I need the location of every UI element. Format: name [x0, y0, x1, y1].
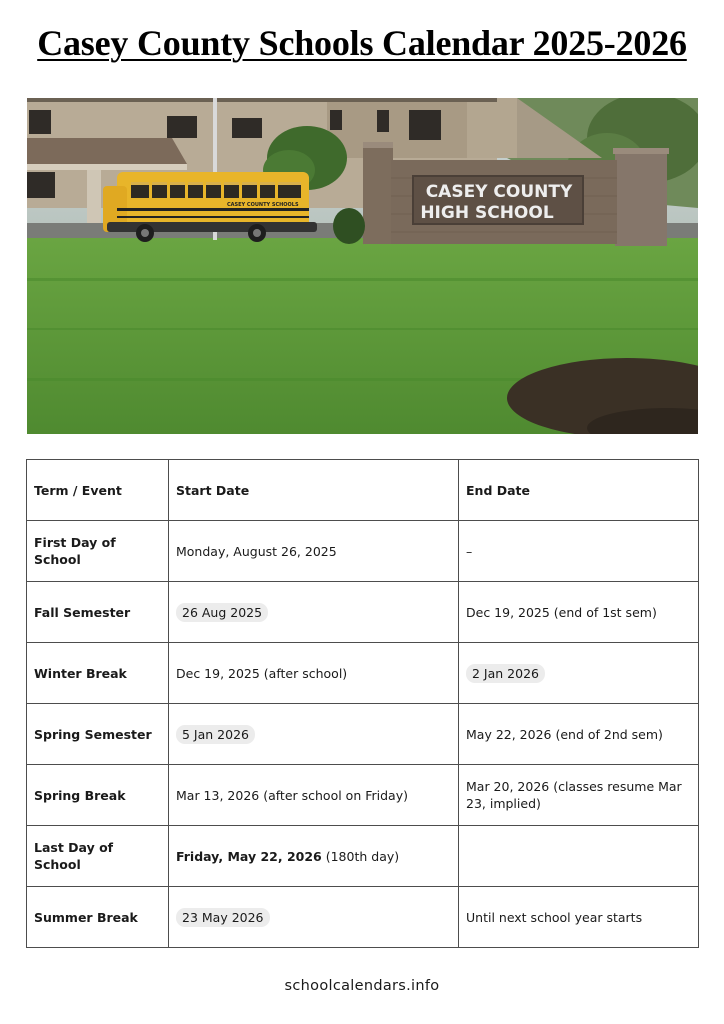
date-chip: 5 Jan 2026 — [176, 725, 255, 744]
end-date: – — [459, 521, 699, 582]
end-date: Until next school year starts — [459, 887, 699, 948]
end-date: May 22, 2026 (end of 2nd sem) — [459, 704, 699, 765]
school-photo — [27, 98, 698, 434]
sign-text-line1: CASEY COUNTY — [425, 182, 573, 202]
event-name: First Day of School — [27, 521, 169, 582]
start-date-note: (180th day) — [321, 848, 400, 864]
start-date: Monday, August 26, 2025 — [169, 521, 459, 582]
start-date-cell — [169, 704, 459, 765]
event-name: Last Day of School — [27, 826, 169, 887]
start-date: Mar 13, 2026 (after school on Friday) — [169, 765, 459, 826]
header-start-date: Start Date — [169, 460, 459, 521]
end-date — [459, 826, 699, 887]
date-chip: 23 May 2026 — [176, 908, 270, 927]
table-row — [27, 765, 699, 826]
event-name: Spring Semester — [27, 704, 169, 765]
header-end-date: End Date — [459, 460, 699, 521]
start-date-cell — [169, 826, 459, 887]
end-date-cell — [459, 643, 699, 704]
event-name: Summer Break — [27, 887, 169, 948]
date-chip: 2 Jan 2026 — [466, 664, 545, 683]
start-date-bold: Friday, May 22, 2026 — [176, 848, 322, 864]
event-name: Spring Break — [27, 765, 169, 826]
page-title: Casey County Schools Calendar 2025-2026 — [37, 23, 687, 63]
table-row — [27, 643, 699, 704]
start-date: Dec 19, 2025 (after school) — [169, 643, 459, 704]
table-row — [27, 521, 699, 582]
table-row — [27, 887, 699, 948]
calendar-table — [26, 459, 699, 948]
bus-lettering: CASEY COUNTY SCHOOLS — [227, 202, 299, 208]
table-row — [27, 704, 699, 765]
sign-text-line2: HIGH SCHOOL — [420, 203, 554, 223]
table-row — [27, 582, 699, 643]
table-row — [27, 826, 699, 887]
footer-site-link[interactable]: schoolcalendars.info — [284, 978, 440, 994]
end-date: Mar 20, 2026 (classes resume Mar 23, implied) — [459, 765, 699, 826]
event-name: Winter Break — [27, 643, 169, 704]
event-name: Fall Semester — [27, 582, 169, 643]
header-term-event: Term / Event — [27, 460, 169, 521]
start-date-cell — [169, 582, 459, 643]
table-header-row — [27, 460, 699, 521]
start-date-cell — [169, 887, 459, 948]
end-date: Dec 19, 2025 (end of 1st sem) — [459, 582, 699, 643]
date-chip: 26 Aug 2025 — [176, 603, 268, 622]
